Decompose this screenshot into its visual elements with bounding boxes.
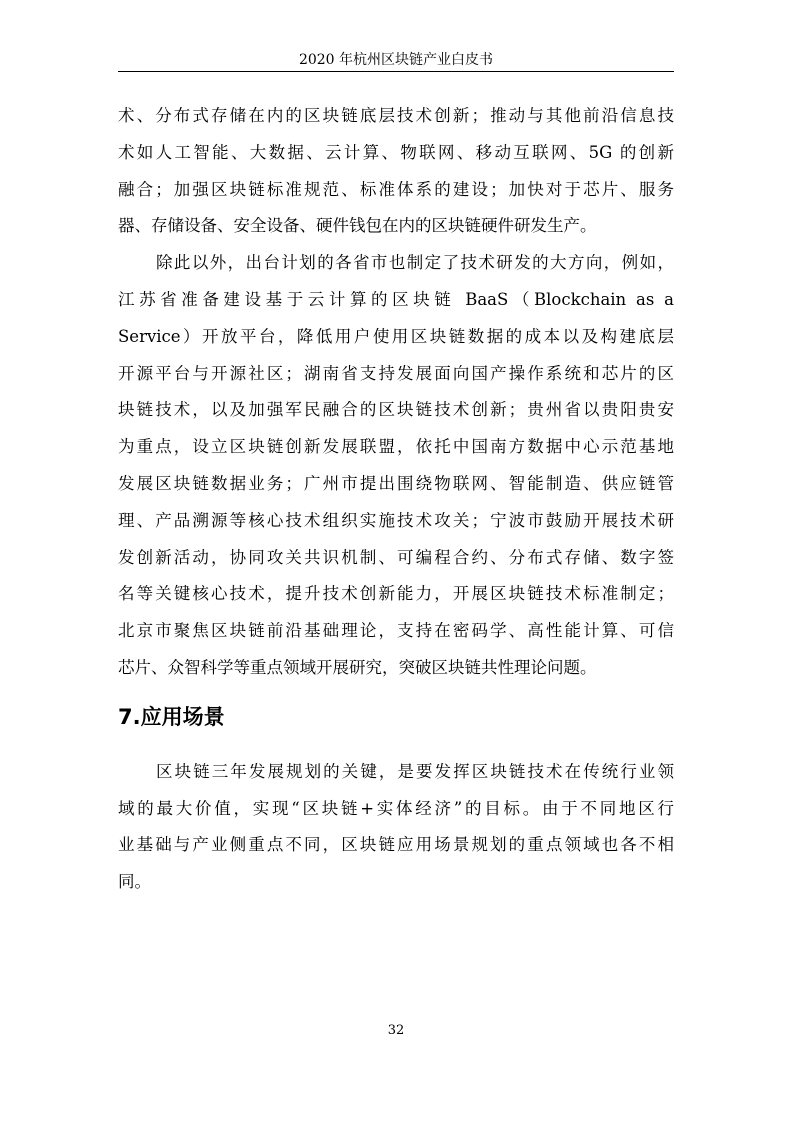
text-line: 发创新活动，协同攻关共识机制、可编程合约、分布式存储、数字签 [118, 547, 674, 567]
text-line: 北京市聚焦区块链前沿基础理论，支持在密码学、高性能计算、可信 [118, 621, 674, 641]
paragraph-2 [118, 245, 674, 687]
text-line: 融合；加强区块链标准规范、标准体系的建设；加快对于芯片、服务 [118, 179, 674, 199]
paragraph-3 [118, 754, 674, 901]
text-line: 术如人工智能、大数据、云计算、物联网、移动互联网、5G 的创新 [118, 142, 674, 162]
text-line: 开源平台与开源社区；湖南省支持发展面向国产操作系统和芯片的区 [118, 363, 674, 383]
header-divider [118, 71, 674, 72]
text-line: 块链技术，以及加强军民融合的区块链技术创新；贵州省以贵阳贵安 [118, 400, 674, 420]
text-line: 江苏省准备建设基于云计算的区块链 BaaS（Blockchain as a [118, 289, 674, 309]
text-line: 为重点，设立区块链创新发展联盟，依托中国南方数据中心示范基地 [118, 437, 674, 457]
text-line: 业基础与产业侧重点不同，区块链应用场景规划的重点领域也各不相 [118, 835, 674, 855]
text-line: 理、产品溯源等核心技术组织实施技术攻关；宁波市鼓励开展技术研 [118, 510, 674, 530]
page-header-title: 2020 年杭州区块链产业白皮书 [298, 52, 494, 68]
text-line: 器、存储设备、安全设备、硬件钱包在内的区块链硬件研发生产。 [118, 216, 597, 236]
text-line: 发展区块链数据业务；广州市提出围绕物联网、智能制造、供应链管 [118, 473, 674, 493]
section-heading: 7.应用场景 [118, 704, 225, 729]
document-body [118, 98, 674, 901]
page-number: 32 [387, 1023, 405, 1038]
text-line: 除此以外，出台计划的各省市也制定了技术研发的大方向，例如， [156, 253, 674, 273]
text-line: 区块链三年发展规划的关键，是要发挥区块链技术在传统行业领 [156, 761, 674, 781]
text-line: Service）开放平台，降低用户使用区块链数据的成本以及构建底层 [118, 326, 674, 346]
text-line: 芯片、众智科学等重点领域开展研究，突破区块链共性理论问题。 [118, 657, 597, 677]
paragraph-1 [118, 98, 674, 245]
text-line: 名等关键核心技术，提升技术创新能力，开展区块链技术标准制定； [118, 584, 674, 604]
text-line: 术、分布式存储在内的区块链底层技术创新；推动与其他前沿信息技 [118, 106, 674, 125]
text-line: 同。 [118, 872, 151, 892]
text-line: 域的最大价值，实现“区块链+实体经济”的目标。由于不同地区行 [118, 798, 674, 818]
